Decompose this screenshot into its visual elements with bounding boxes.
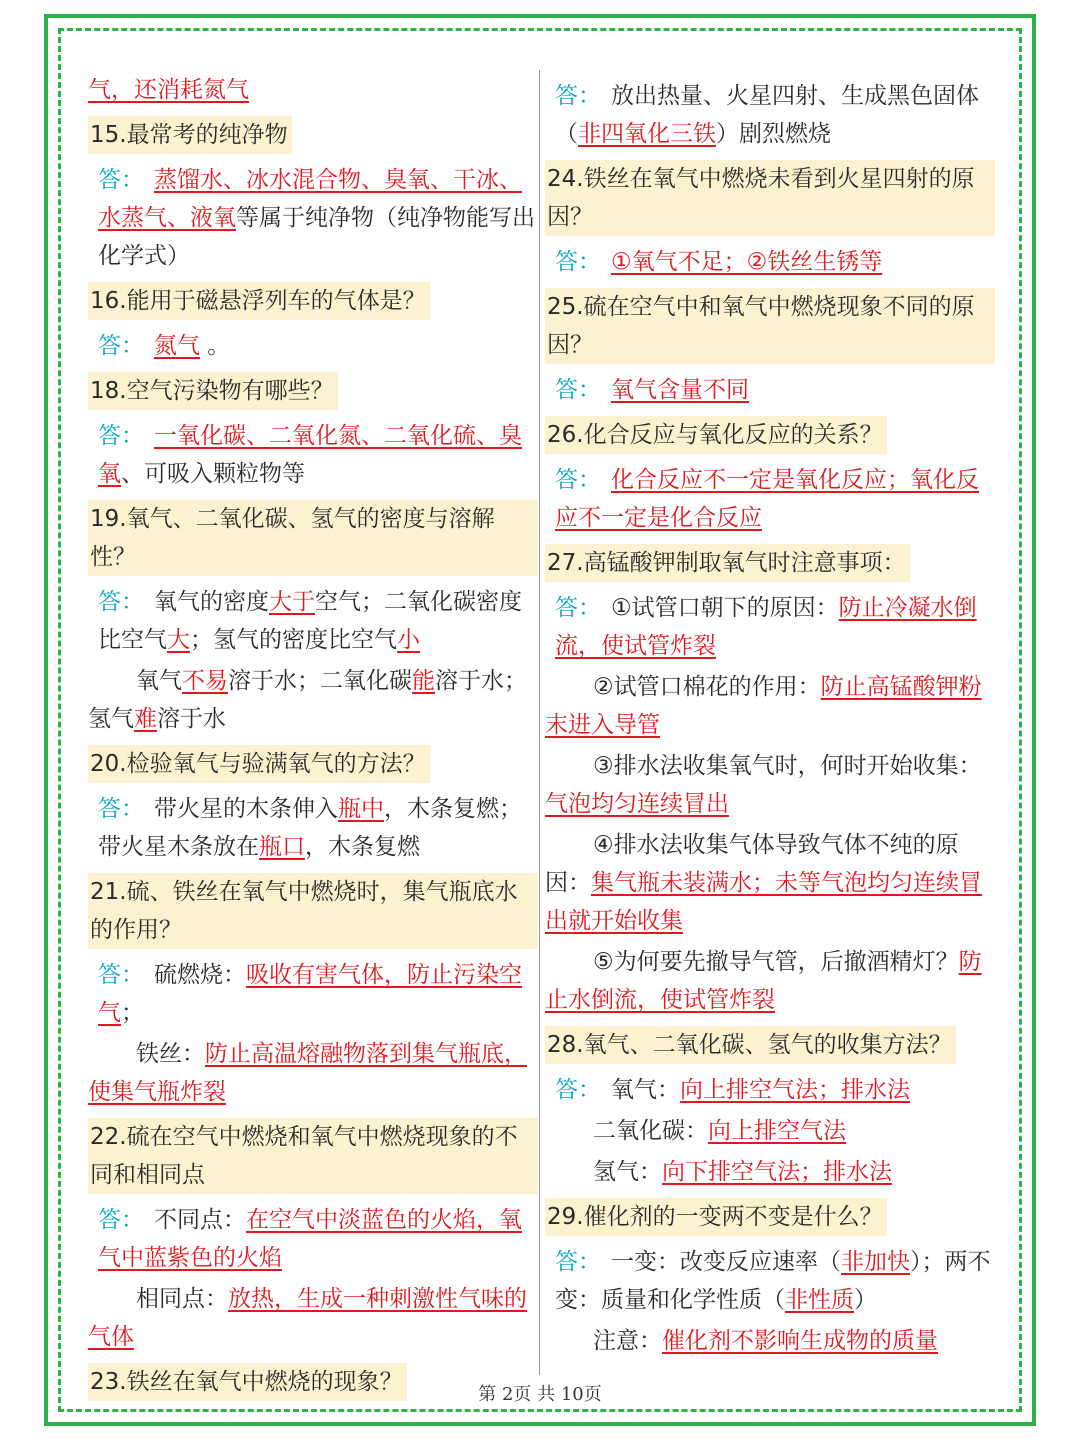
answer-18: 答： 一氧化碳、二氧化氮、二氧化硫、臭氧、可吸入颗粒物等 [98, 423, 522, 487]
answer-28-co2: 二氧化碳：向上排空气法 [593, 1118, 846, 1144]
answer-20: 答： 带火星的木条伸入瓶中，木条复燃；带火星木条放在瓶口，木条复燃 [98, 796, 522, 860]
answer-27-order: ⑤为何要先撤导气管，后撤酒精灯？防止水倒流，使试管炸裂 [545, 949, 982, 1013]
answer-28-oxygen: 答： 氧气：向上排空气法；排水法 [555, 1077, 910, 1103]
question-25: 25.硫在空气中和氧气中燃烧现象不同的原因？ [545, 288, 995, 364]
answer-19: 答： 氧气的密度大于空气；二氧化碳密度比空气大；氢气的密度比空气小 [98, 589, 522, 653]
answer-25: 答： 氧气含量不同 [555, 377, 749, 403]
answer-28-hydrogen: 氢气：向下排空气法；排水法 [593, 1159, 892, 1185]
question-18: 18.空气污染物有哪些？ [88, 372, 338, 410]
question-29: 29.催化剂的一变两不变是什么？ [545, 1198, 887, 1236]
answer-29-note: 注意：催化剂不影响生成物的质量 [593, 1328, 938, 1354]
question-19: 19.氧气、二氧化碳、氢气的密度与溶解性？ [88, 500, 538, 576]
question-28: 28.氧气、二氧化碳、氢气的收集方法？ [545, 1026, 956, 1064]
answer-26: 答： 化合反应不一定是氧化反应；氧化反应不一定是化合反应 [555, 467, 979, 531]
question-26: 26.化合反应与氧化反应的关系？ [545, 416, 887, 454]
question-16: 16.能用于磁悬浮列车的气体是？ [88, 282, 430, 320]
answer-27-impure: ④排水法收集气体导致气体不纯的原因：集气瓶未装满水；未等气泡均匀连续冒出就开始收集 [545, 832, 982, 934]
continued-answer: 气，还消耗氮气 [88, 77, 249, 103]
answer-22-differences: 答： 不同点：在空气中淡蓝色的火焰，氧气中蓝紫色的火焰 [98, 1207, 522, 1271]
question-27: 27.高锰酸钾制取氧气时注意事项： [545, 544, 910, 582]
question-15: 15.最常考的纯净物 [88, 116, 292, 154]
answer-22-similarities: 相同点：放热，生成一种刺激性气味的气体 [88, 1286, 527, 1350]
answer-27-cotton: ②试管口棉花的作用：防止高锰酸钾粉末进入导管 [545, 674, 982, 738]
answer-27-collect-time: ③排水法收集氧气时，何时开始收集：气泡均匀连续冒出 [545, 753, 982, 817]
answer-21-sulfur: 答： 硫燃烧：吸收有害气体，防止污染空气； [98, 962, 522, 1026]
answer-19-solubility: 氧气不易溶于水；二氧化碳能溶于水；氢气难溶于水 [88, 668, 527, 732]
left-column [88, 68, 538, 1405]
page-number: 第 2页 共 10页 [478, 1384, 602, 1405]
answer-23: 答： 放出热量、火星四射、生成黑色固体（非四氧化三铁）剧烈燃烧 [555, 83, 979, 147]
answer-15: 答： 蒸馏水、冰水混合物、臭氧、干冰、水蒸气、液氧等属于纯净物（纯净物能写出化学式） [98, 167, 535, 269]
question-24: 24.铁丝在氧气中燃烧未看到火星四射的原因？ [545, 160, 995, 236]
answer-21-iron: 铁丝：防止高温熔融物落到集气瓶底，使集气瓶炸裂 [88, 1041, 527, 1105]
answer-29: 答： 一变：改变反应速率（非加快）；两不变：质量和化学性质（非性质） [555, 1249, 991, 1313]
right-column [545, 74, 995, 1363]
question-22: 22.硫在空气中燃烧和氧气中燃烧现象的不同和相同点 [88, 1118, 538, 1194]
answer-16: 答： 氮气 。 [98, 333, 231, 359]
question-23: 23.铁丝在氧气中燃烧的现象？ [88, 1363, 407, 1401]
question-21: 21.硫、铁丝在氧气中燃烧时，集气瓶底水的作用？ [88, 873, 538, 949]
column-divider [539, 70, 540, 1375]
answer-27-tube-mouth: 答： ①试管口朝下的原因：防止冷凝水倒流，使试管炸裂 [555, 595, 977, 659]
answer-24: 答： ①氧气不足；②铁丝生锈等 [555, 249, 883, 275]
question-20: 20.检验氧气与验满氧气的方法？ [88, 745, 430, 783]
